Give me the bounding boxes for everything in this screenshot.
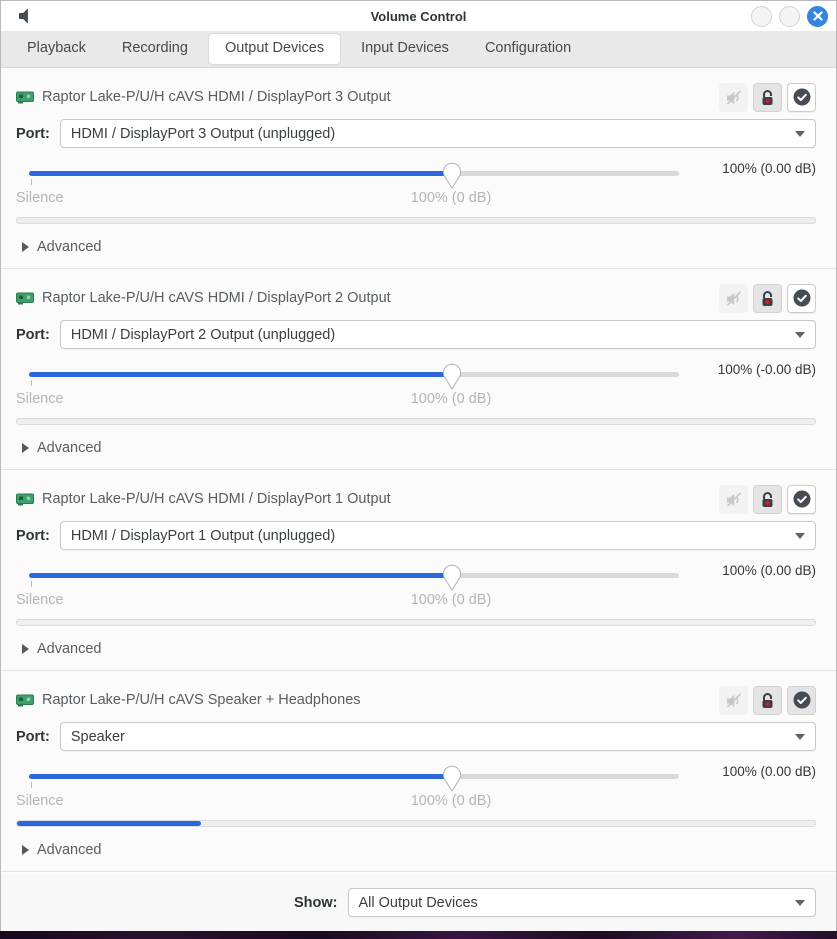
chevron-down-icon: [795, 533, 805, 539]
lock-icon: [759, 692, 776, 709]
checkmark-icon: [793, 289, 811, 307]
lock-channels-button[interactable]: [753, 284, 782, 313]
peak-meter: [16, 418, 816, 425]
set-fallback-button[interactable]: [787, 83, 816, 112]
volume-slider[interactable]: [29, 160, 679, 186]
desktop-wallpaper: [0, 931, 837, 939]
port-label: Port:: [16, 728, 50, 745]
volume-readout: 100% (-0.00 dB): [717, 362, 816, 377]
lock-channels-button[interactable]: [753, 485, 782, 514]
titlebar: [1, 1, 836, 31]
device-name: Raptor Lake-P/U/H cAVS Speaker + Headphones: [42, 692, 361, 708]
volume-slider[interactable]: [29, 361, 679, 387]
volume-readout: 100% (0.00 dB): [722, 563, 816, 578]
minimize-button[interactable]: [751, 6, 772, 27]
show-label: Show:: [294, 894, 338, 911]
peak-meter: [16, 217, 816, 224]
checkmark-icon: [793, 88, 811, 106]
chevron-down-icon: [795, 734, 805, 740]
silence-label: Silence: [16, 190, 64, 206]
slider-handle[interactable]: [441, 161, 463, 189]
tab-bar: [1, 31, 836, 68]
lock-icon: [759, 290, 776, 307]
sound-card-icon: [16, 693, 34, 707]
tab-input-devices[interactable]: Input Devices: [361, 40, 449, 57]
mute-button[interactable]: [719, 686, 748, 715]
muted-speaker-icon: [726, 692, 742, 709]
lock-channels-button[interactable]: [753, 686, 782, 715]
set-fallback-button[interactable]: [787, 284, 816, 313]
port-label: Port:: [16, 125, 50, 142]
tab-output-devices[interactable]: Output Devices: [208, 33, 341, 64]
lock-icon: [759, 491, 776, 508]
volume-readout: 100% (0.00 dB): [722, 764, 816, 779]
window-title: Volume Control: [370, 8, 467, 24]
device-section-hdmi2: [1, 269, 836, 470]
silence-label: Silence: [16, 592, 64, 608]
advanced-expander[interactable]: Advanced: [16, 839, 816, 861]
device-section-hdmi3: [1, 68, 836, 269]
port-dropdown[interactable]: [60, 521, 816, 550]
expander-triangle-icon: [22, 845, 29, 855]
peak-meter: [16, 820, 816, 827]
silence-label: Silence: [16, 391, 64, 407]
volume-slider[interactable]: [29, 562, 679, 588]
muted-speaker-icon: [726, 491, 742, 508]
port-value: Speaker: [70, 728, 125, 745]
close-icon: [813, 11, 823, 21]
tab-configuration[interactable]: Configuration: [484, 40, 572, 57]
base-volume-label: 100% (0 dB): [410, 190, 492, 206]
footer-bar: [1, 874, 836, 931]
port-value: HDMI / DisplayPort 2 Output (unplugged): [70, 326, 336, 343]
checkmark-icon: [793, 691, 811, 709]
silence-tick: [31, 782, 32, 788]
peak-meter: [16, 619, 816, 626]
set-fallback-button[interactable]: [787, 485, 816, 514]
port-value: HDMI / DisplayPort 3 Output (unplugged): [70, 125, 336, 142]
sound-card-icon: [16, 291, 34, 305]
speaker-app-icon: [17, 7, 35, 25]
slider-handle[interactable]: [441, 563, 463, 591]
muted-speaker-icon: [726, 290, 742, 307]
base-volume-label: 100% (0 dB): [410, 793, 492, 809]
advanced-expander[interactable]: Advanced: [16, 437, 816, 459]
lock-icon: [759, 89, 776, 106]
port-dropdown[interactable]: [60, 722, 816, 751]
silence-label: Silence: [16, 793, 64, 809]
show-value: All Output Devices: [358, 894, 478, 911]
silence-tick: [31, 581, 32, 587]
device-name: Raptor Lake-P/U/H cAVS HDMI / DisplayPort 3 Output: [42, 89, 391, 105]
sound-card-icon: [16, 492, 34, 506]
volume-readout: 100% (0.00 dB): [722, 161, 816, 176]
show-dropdown[interactable]: [348, 888, 817, 917]
silence-tick: [31, 179, 32, 185]
mute-button[interactable]: [719, 284, 748, 313]
port-label: Port:: [16, 527, 50, 544]
slider-handle[interactable]: [441, 764, 463, 792]
mute-button[interactable]: [719, 485, 748, 514]
device-section-speaker: [1, 671, 836, 872]
device-section-hdmi1: [1, 470, 836, 671]
expander-triangle-icon: [22, 443, 29, 453]
silence-tick: [31, 380, 32, 386]
tab-playback[interactable]: Playback: [27, 40, 86, 57]
base-volume-label: 100% (0 dB): [410, 592, 492, 608]
tab-recording[interactable]: Recording: [121, 40, 188, 57]
advanced-expander[interactable]: Advanced: [16, 638, 816, 660]
volume-slider[interactable]: [29, 763, 679, 789]
close-button[interactable]: [807, 6, 828, 27]
maximize-button[interactable]: [779, 6, 800, 27]
advanced-expander[interactable]: Advanced: [16, 236, 816, 258]
chevron-down-icon: [795, 332, 805, 338]
chevron-down-icon: [795, 131, 805, 137]
slider-handle[interactable]: [441, 362, 463, 390]
port-label: Port:: [16, 326, 50, 343]
lock-channels-button[interactable]: [753, 83, 782, 112]
set-fallback-button[interactable]: [787, 686, 816, 715]
mute-button[interactable]: [719, 83, 748, 112]
muted-speaker-icon: [726, 89, 742, 106]
port-value: HDMI / DisplayPort 1 Output (unplugged): [70, 527, 336, 544]
chevron-down-icon: [795, 900, 805, 906]
device-name: Raptor Lake-P/U/H cAVS HDMI / DisplayPort 1 Output: [42, 491, 391, 507]
sound-card-icon: [16, 90, 34, 104]
device-name: Raptor Lake-P/U/H cAVS HDMI / DisplayPort 2 Output: [42, 290, 391, 306]
output-devices-list: [1, 68, 836, 874]
checkmark-icon: [793, 490, 811, 508]
expander-triangle-icon: [22, 242, 29, 252]
port-dropdown[interactable]: [60, 320, 816, 349]
base-volume-label: 100% (0 dB): [410, 391, 492, 407]
port-dropdown[interactable]: [60, 119, 816, 148]
expander-triangle-icon: [22, 644, 29, 654]
